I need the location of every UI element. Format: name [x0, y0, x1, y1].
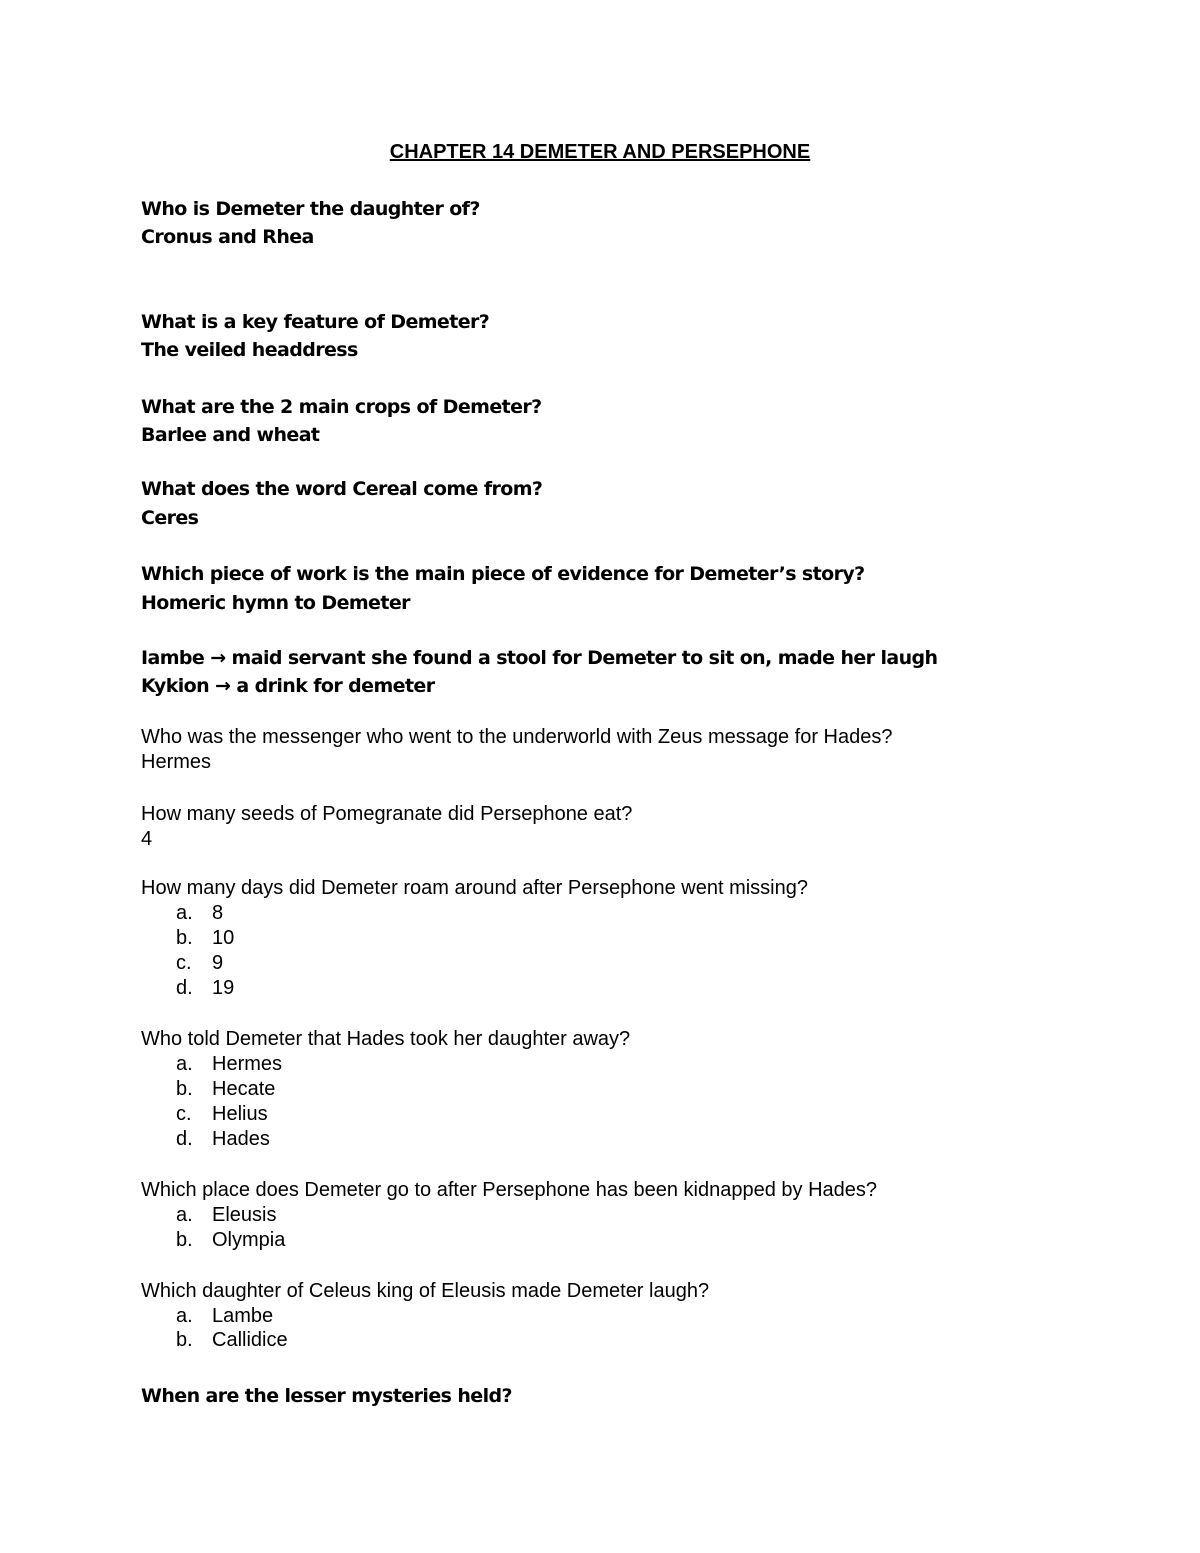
note-line: Kykion → a drink for demeter: [141, 675, 435, 697]
option-item: [176, 1102, 268, 1127]
option-text: Lambe: [212, 1305, 274, 1327]
option-text: Hades: [212, 1128, 270, 1150]
option-text: 9: [212, 952, 224, 974]
question-text: Which daughter of Celeus king of Eleusis made Demeter laugh?: [141, 1280, 710, 1302]
option-item: [176, 1304, 273, 1329]
option-letter: c.: [176, 952, 192, 974]
option-item: [176, 926, 234, 951]
option-item: [176, 1127, 270, 1152]
option-text: 19: [212, 977, 235, 999]
answer-text: Homeric hymn to Demeter: [141, 592, 410, 614]
answer-text: The veiled headdress: [141, 339, 358, 361]
option-letter: b.: [176, 1329, 193, 1351]
option-text: Olympia: [212, 1229, 286, 1251]
question-text: Which place does Demeter go to after Persephone has been kidnapped by Hades?: [141, 1179, 878, 1201]
option-letter: a.: [176, 1053, 193, 1075]
option-item: [176, 1228, 285, 1253]
option-text: Eleusis: [212, 1204, 277, 1226]
option-item: [176, 901, 223, 926]
option-letter: d.: [176, 1128, 193, 1150]
question-text: Who was the messenger who went to the underworld with Zeus message for Hades?: [141, 726, 893, 748]
option-item: [176, 1203, 276, 1228]
option-item: [176, 1077, 275, 1102]
option-letter: a.: [176, 1204, 193, 1226]
option-letter: a.: [176, 902, 193, 924]
option-text: Hecate: [212, 1078, 276, 1100]
question-text: Who is Demeter the daughter of?: [141, 198, 480, 220]
question-text: Who told Demeter that Hades took her daughter away?: [141, 1028, 631, 1050]
option-letter: b.: [176, 1229, 193, 1251]
answer-text: Barlee and wheat: [141, 424, 320, 446]
note-line: Iambe → maid servant she found a stool for Demeter to sit on, made her laugh: [141, 647, 938, 669]
answer-text: Cronus and Rhea: [141, 226, 314, 248]
question-text: What are the 2 main crops of Demeter?: [141, 396, 542, 418]
option-text: Helius: [212, 1103, 268, 1125]
question-text: What is a key feature of Demeter?: [141, 311, 490, 333]
answer-text: Ceres: [141, 507, 199, 529]
option-letter: a.: [176, 1305, 193, 1327]
answer-text: Hermes: [141, 751, 212, 773]
option-letter: b.: [176, 1078, 193, 1100]
option-letter: b.: [176, 927, 193, 949]
option-text: Hermes: [212, 1053, 283, 1075]
question-text: How many seeds of Pomegranate did Persephone eat?: [141, 803, 633, 825]
option-item: [176, 976, 234, 1001]
option-item: [176, 1052, 282, 1077]
question-text: When are the lesser mysteries held?: [141, 1385, 512, 1407]
option-text: Callidice: [212, 1329, 288, 1351]
question-text: How many days did Demeter roam around after Persephone went missing?: [141, 877, 808, 899]
option-text: 8: [212, 902, 224, 924]
chapter-title: CHAPTER 14 DEMETER AND PERSEPHONE: [389, 141, 811, 163]
option-letter: d.: [176, 977, 193, 999]
answer-text: 4: [141, 828, 153, 850]
option-letter: c.: [176, 1103, 192, 1125]
option-item: [176, 1328, 288, 1353]
question-text: What does the word Cereal come from?: [141, 478, 543, 500]
option-item: [176, 951, 223, 976]
question-text: Which piece of work is the main piece of evidence for Demeter’s story?: [141, 563, 865, 585]
option-text: 10: [212, 927, 235, 949]
